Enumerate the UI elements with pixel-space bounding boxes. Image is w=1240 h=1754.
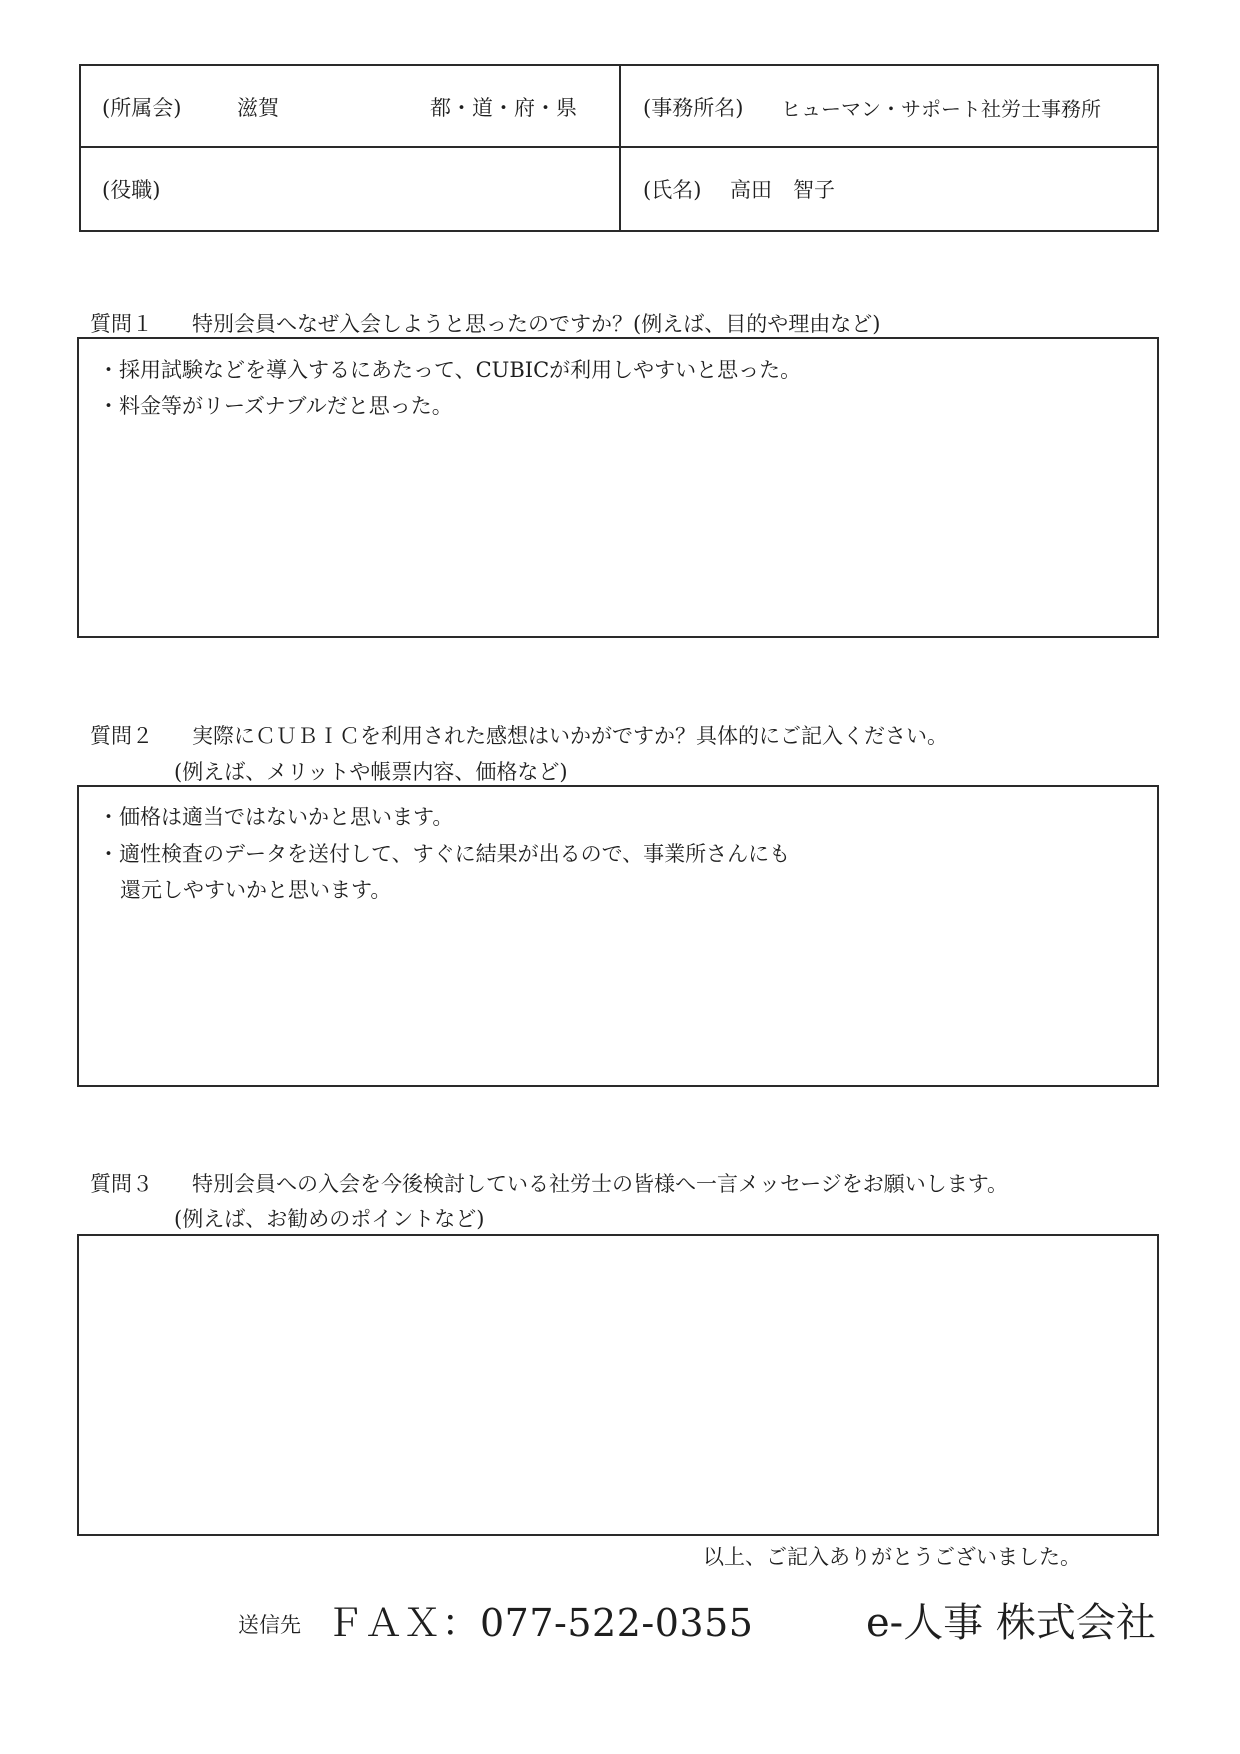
q1-answer-line: ・料金等がリーズナブルだと思った。 bbox=[98, 394, 453, 418]
q2-number: 質問２ bbox=[90, 724, 153, 748]
q2-hint: (例えば、メリットや帳票内容、価格など) bbox=[174, 760, 568, 784]
association-value: 滋賀 bbox=[237, 96, 279, 120]
q3-hint: (例えば、お勧めのポイントなど) bbox=[174, 1207, 485, 1231]
header-column-divider bbox=[619, 64, 621, 232]
q2-answer-line: ・適性検査のデータを送付して、すぐに結果が出るので、事業所さんにも bbox=[98, 842, 791, 866]
thanks-text: 以上、ご記入ありがとうございました。 bbox=[703, 1545, 1081, 1569]
q3-answer-box bbox=[77, 1234, 1159, 1536]
name-value: 高田 智子 bbox=[730, 178, 835, 202]
q1-answer-line: ・採用試験などを導入するにあたって、CUBICが利用しやすいと思った。 bbox=[98, 358, 802, 382]
position-label: (役職) bbox=[102, 178, 161, 202]
q1-text: 特別会員へなぜ入会しようと思ったのですか？(例えば、目的や理由など) bbox=[192, 312, 881, 336]
q2-answer-line: ・価格は適当ではないかと思います。 bbox=[98, 805, 454, 829]
q3-number: 質問３ bbox=[90, 1172, 153, 1196]
association-label: (所属会) bbox=[102, 96, 182, 120]
q2-text: 実際にＣＵＢＩＣを利用された感想はいかがですか？具体的にご記入ください。 bbox=[192, 724, 948, 748]
q2-answer-line: 還元しやすいかと思います。 bbox=[120, 878, 392, 902]
office-label: (事務所名) bbox=[643, 96, 744, 120]
q1-number: 質問１ bbox=[90, 312, 153, 336]
office-value: ヒューマン・サポート社労士事務所 bbox=[781, 97, 1101, 121]
fax-number: ＦＡＸ：077-522-0355 bbox=[326, 1601, 754, 1645]
company-name: e-人事 株式会社 bbox=[866, 1600, 1156, 1646]
send-label: 送信先 bbox=[238, 1613, 301, 1637]
q3-text: 特別会員への入会を今後検討している社労士の皆様へ一言メッセージをお願いします。 bbox=[192, 1172, 1009, 1196]
name-label: (氏名) bbox=[643, 178, 702, 202]
prefecture-suffix: 都・道・府・県 bbox=[430, 96, 577, 120]
